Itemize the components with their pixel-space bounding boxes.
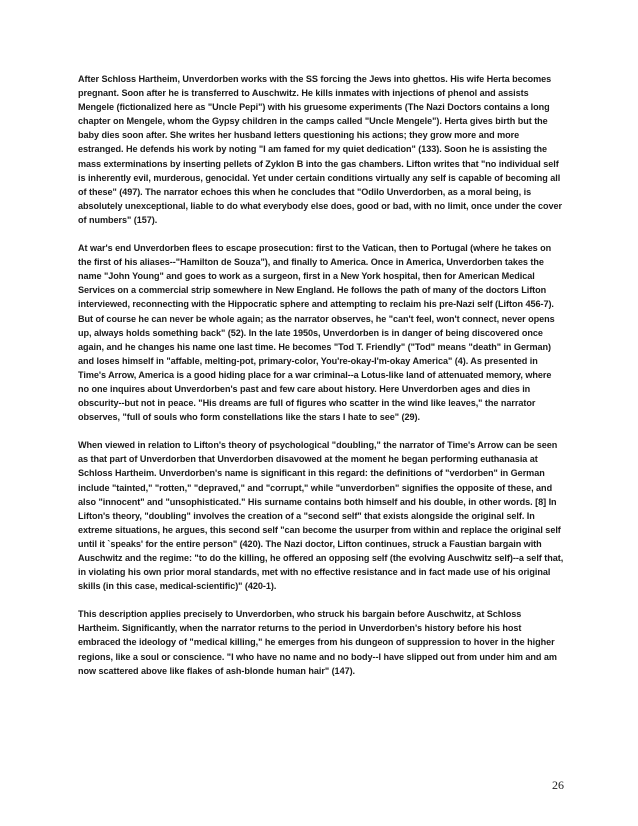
- paragraph-1: After Schloss Hartheim, Unverdorben works with the SS forcing the Jews into ghettos. His wife Herta becomes pregnant. Soon after he is transferred to Auschwitz. He kills inmates with injections of phenol and assists Mengele (fictionalized here as "Uncle Pepi") with his gruesome experiments (The Nazi Doctors contains a long chapter on Mengele, whom the Gypsy children in the camps called "Uncle Mengele"). Herta gives birth but the baby dies soon after. She writes her husband letters questioning his actions; they grow more and more estranged. He defends his work by noting "I am famed for my quiet dedication" (133). Soon he is assisting the mass exterminations by inserting pellets of Zyklon B into the gas chambers. Lifton writes that "no individual self is inherently evil, murderous, genocidal. Yet under certain conditions virtually any self is capable of becoming all of these" (497). The narrator echoes this when he concludes that "Odilo Unverdorben, as a moral being, is absolutely unexceptional, liable to do what everybody else does, good or bad, with no limit, once under the cover of numbers" (157).: [78, 74, 562, 225]
- page-number: 26: [552, 778, 564, 792]
- body-text: [78, 72, 564, 692]
- paragraph-2: At war's end Unverdorben flees to escape prosecution: first to the Vatican, then to Portugal (where he takes on the first of his aliases--"Hamilton de Souza"), and finally to America. Once in America, Unverdorben takes the name "John Young" and goes to work as a surgeon, first in a New York hospital, then for American Medical Services on a commercial strip somewhere in New England. He follows the path of many of the doctors Lifton interviewed, reconnecting with the Hippocratic sphere and attempting to reclaim his pre-Nazi self (Lifton 456-7). But of course he can never be whole again; as the narrator observes, he "can't feel, won't connect, never opens up, always holds something back" (52). In the late 1950s, Unverdorben is in danger of being discovered once again, and he changes his name one last time. He becomes "Tod T. Friendly" ("Tod" means "death" in German) and loses himself in "affable, melting-pot, primary-color, You're-okay-I'm-okay America" (4). As presented in Time's Arrow, America is a good hiding place for a war criminal--a Lotus-like land of attenuated memory, where no one inquires about Unverdorben's past and few care about history. Here Unverdorben ages and dies in obscurity--but not in peace. "His dreams are full of figures who scatter in the wind like leaves," the narrator observes, "full of souls who form constellations like the stars I hate to see" (29).: [78, 243, 555, 423]
- paragraph-3: When viewed in relation to Lifton's theory of psychological "doubling," the narrator of Time's Arrow can be seen as that part of Unverdorben that Unverdorben disavowed at the moment he began performing euthanasia at Schloss Hartheim. Unverdorben's name is significant in this regard: the definitions of "verdorben" in German include "tainted," "rotten," "depraved," and "corrupt," while "unverdorben" signifies the opposite of these, and also "innocent" and "unsophisticated." His surname contains both himself and his double, in other words. [8] In Lifton's theory, "doubling" involves the creation of a "second self" that exists alongside the original self. In extreme situations, he argues, this second self "can become the usurper from within and replace the original self until it `speaks' for the entire person" (420). The Nazi doctor, Lifton continues, struck a Faustian bargain with Auschwitz and the regime: "to do the killing, he offered an opposing self (the evolving Auschwitz self)--a self that, in violating his own prior moral standards, met with no effective resistance and in fact made use of his original skills (in this case, medical-scientific)" (420-1).: [78, 440, 564, 592]
- paragraph-4: This description applies precisely to Unverdorben, who struck his bargain before Auschwitz, at Schloss Hartheim. Significantly, when the narrator returns to the period in Unverdorben's history before his host embraced the ideology of "medical killing," he emerges from his dungeon of suppression to hover in the higher regions, like a soul or conscience. "I who have no name and no body--I have slipped out from under him and am now scattered above like flakes of ash-blonde human hair" (147).: [78, 609, 557, 676]
